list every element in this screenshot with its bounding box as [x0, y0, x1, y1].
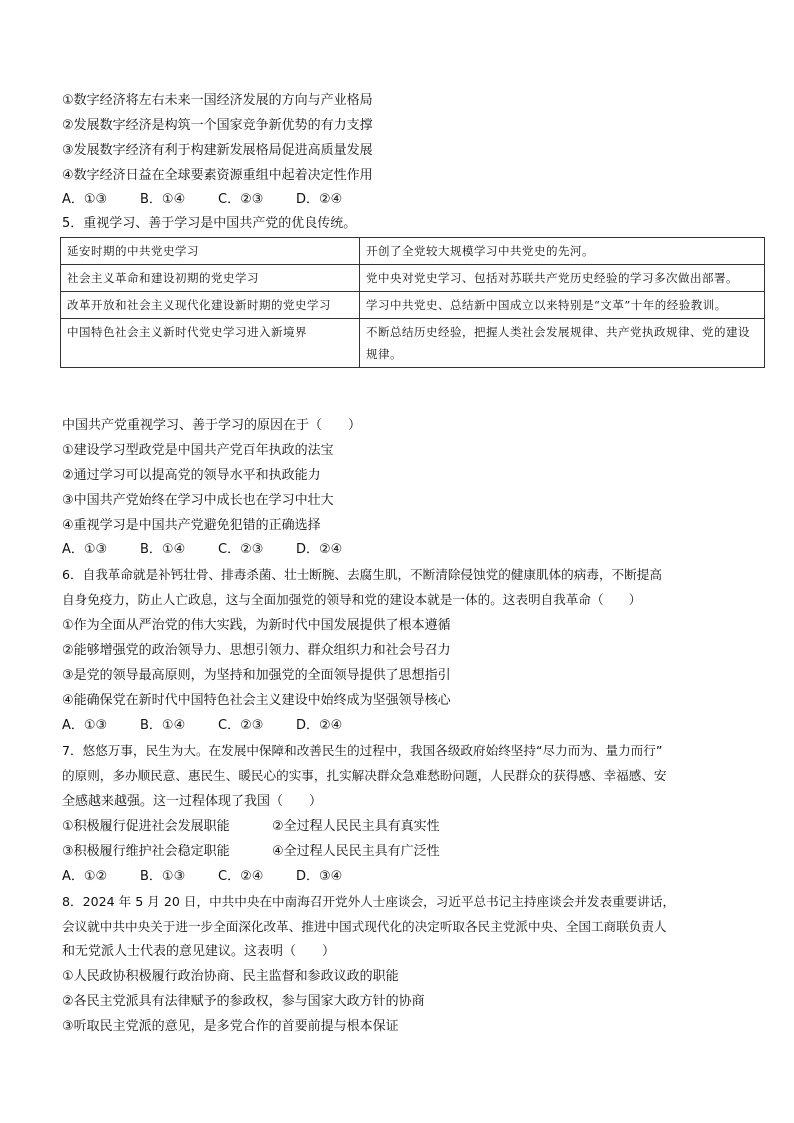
table-row [61, 238, 765, 265]
table-cell-content: 学习中共党史、总结新中国成立以来特别是“文革”十年的经验教训。 [360, 292, 765, 319]
q7-stem-line-1: 7．悠悠万事，民生为大。在发展中保障和改善民生的过程中，我国各级政府始终坚持“尽力而为、量力而行” [62, 743, 663, 758]
table-row [61, 319, 765, 368]
q4-item-4: ④数字经济日益在全球要素资源重组中起着决定性作用 [62, 168, 373, 183]
q5-option-a: A．①③ [62, 542, 108, 557]
table-cell-period: 中国特色社会主义新时代党史学习进入新境界 [61, 319, 360, 368]
q6-item-1: ①作为全面从严治党的伟大实践，为新时代中国发展提供了根本遵循 [62, 618, 451, 633]
q5-item-1: ①建设学习型政党是中国共产党百年执政的法宝 [62, 443, 334, 458]
q4-option-c: C．②③ [218, 192, 264, 207]
table-cell-period: 改革开放和社会主义现代化建设新时期的党史学习 [61, 292, 360, 319]
q8-stem-line-2: 会议就中共中央关于进一步全面深化改革、推进中国式现代化的决定听取各民主党派中央、全国工商联负责人 [62, 919, 667, 934]
q7-item-4: ④全过程人民民主具有广泛性 [272, 844, 440, 859]
q5-option-d: D．②④ [296, 542, 343, 557]
q6-item-2: ②能够增强党的政治领导力、思想引领力、群众组织力和社会号召力 [62, 643, 451, 658]
table-cell-content: 不断总结历史经验，把握人类社会发展规律、共产党执政规律、党的建设规律。 [360, 319, 765, 368]
q5-option-b: B．①④ [140, 542, 186, 557]
q8-item-3: ③听取民主党派的意见，是多党合作的首要前提与根本保证 [62, 1019, 399, 1034]
q7-item-1: ①积极履行促进社会发展职能 [62, 819, 230, 834]
q5-stem: 5．重视学习、善于学习是中国共产党的优良传统。 [62, 216, 357, 231]
q7-option-c: C．②④ [218, 869, 264, 884]
table-cell-content: 开创了全党较大规模学习中共党史的先河。 [360, 238, 765, 265]
q6-item-4: ④能确保党在新时代中国特色社会主义建设中始终成为坚强领导核心 [62, 693, 451, 708]
q7-option-b: B．①③ [140, 869, 186, 884]
q4-option-a: A．①③ [62, 192, 108, 207]
q5-options [62, 541, 342, 559]
q8-stem-line-1: 8．2024 年 5 月 20 日，中共中央在中南海召开党外人士座谈会，习近平总书记主持座谈会并发表重要讲话， [62, 894, 676, 909]
q6-option-a: A．①③ [62, 718, 108, 733]
q5-table [60, 237, 765, 368]
q7-item-2: ②全过程人民民主具有真实性 [272, 819, 440, 834]
q5-item-2: ②通过学习可以提高党的领导水平和执政能力 [62, 468, 321, 483]
table-cell-content: 党中央对党史学习、包括对苏联共产党历史经验的学习多次做出部署。 [360, 265, 765, 292]
q4-option-d: D．②④ [296, 192, 343, 207]
table-row [61, 265, 765, 292]
q6-stem-line-1: 6．自我革命就是补钙壮骨、排毒杀菌、壮士断腕、去腐生肌，不断清除侵蚀党的健康肌体的病毒，不断提高 [62, 567, 662, 582]
q4-item-2: ②发展数字经济是构筑一个国家竞争新优势的有力支撑 [62, 118, 373, 133]
q7-items-row-1 [62, 818, 440, 836]
q5-option-c: C．②③ [218, 542, 264, 557]
table-row [61, 292, 765, 319]
q7-option-d: D．③④ [296, 869, 343, 884]
q6-options [62, 717, 342, 735]
q7-options [62, 868, 342, 886]
q8-stem-line-3: 和无党派人士代表的意见建议。这表明（ ） [62, 944, 336, 959]
q6-option-d: D．②④ [296, 718, 343, 733]
q4-option-b: B．①④ [140, 192, 186, 207]
q5-question: 中国共产党重视学习、善于学习的原因在于（ ） [62, 418, 362, 433]
q4-options [62, 191, 342, 209]
q5-item-3: ③中国共产党始终在学习中成长也在学习中壮大 [62, 493, 334, 508]
table-cell-period: 延安时期的中共党史学习 [61, 238, 360, 265]
q8-item-1: ①人民政协积极履行政治协商、民主监督和参政议政的职能 [62, 969, 399, 984]
table-cell-period: 社会主义革命和建设初期的党史学习 [61, 265, 360, 292]
q6-option-c: C．②③ [218, 718, 264, 733]
q6-option-b: B．①④ [140, 718, 186, 733]
q7-stem-line-2: 的原则，多办顺民意、惠民生、暖民心的实事，扎实解决群众急难愁盼问题，人民群众的获得感、幸福感、安 [62, 768, 667, 783]
q8-item-2: ②各民主党派具有法律赋予的参政权，参与国家大政方针的协商 [62, 994, 425, 1009]
q7-items-row-2 [62, 843, 440, 861]
q7-item-3: ③积极履行维护社会稳定职能 [62, 844, 230, 859]
q7-option-a: A．①② [62, 869, 108, 884]
q6-item-3: ③是党的领导最高原则，为坚持和加强党的全面领导提供了思想指引 [62, 668, 451, 683]
q6-stem-line-2: 自身免疫力，防止人亡政息，这与全面加强党的领导和党的建设本就是一体的。这表明自我革命（ ） [62, 592, 642, 607]
q4-item-3: ③发展数字经济有利于构建新发展格局促进高质量发展 [62, 143, 373, 158]
q4-item-1: ①数字经济将左右未来一国经济发展的方向与产业格局 [62, 93, 373, 108]
q5-item-4: ④重视学习是中国共产党避免犯错的正确选择 [62, 518, 321, 533]
q7-stem-line-3: 全感越来越强。这一过程体现了我国（ ） [62, 794, 323, 809]
